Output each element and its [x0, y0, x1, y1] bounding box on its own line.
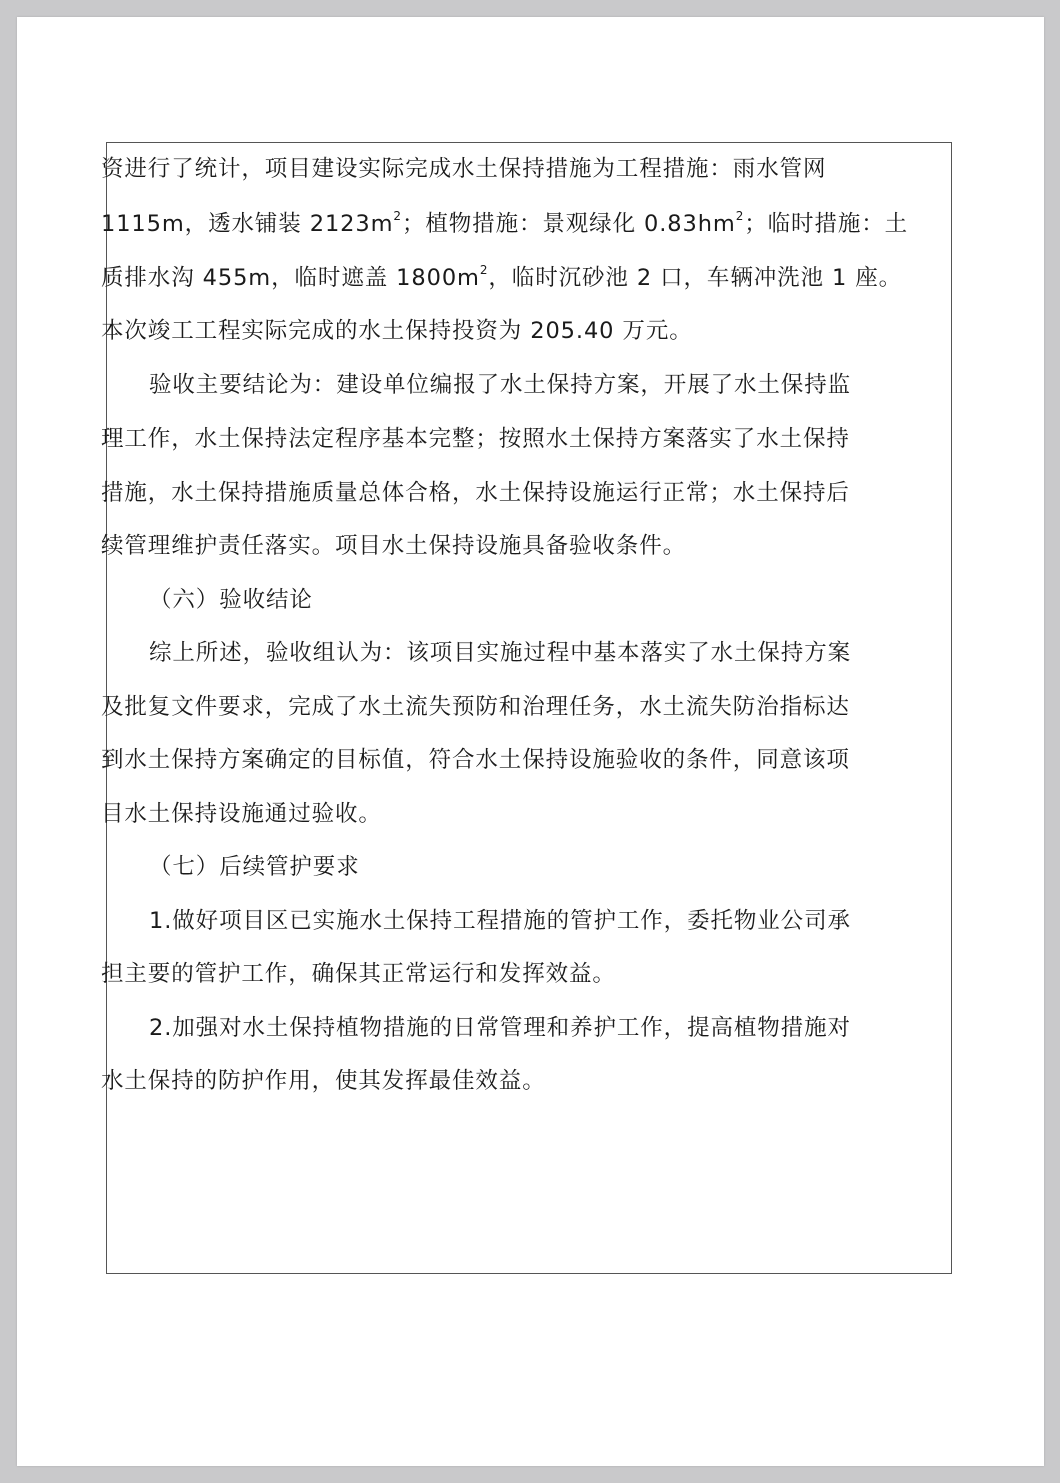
text-line: 续管理维护责任落实。项目水土保持设施具备验收条件。: [101, 533, 687, 559]
list-item-first-line: 2.加强对水土保持植物措施的日常管理和养护工作，提高植物措施对: [149, 1015, 851, 1041]
text-line: 到水土保持方案确定的目标值，符合水土保持设施验收的条件，同意该项: [101, 747, 850, 773]
text-line: 及批复文件要求，完成了水土流失预防和治理任务，水土流失防治指标达: [101, 694, 850, 720]
text-line: 目水土保持设施通过验收。: [101, 801, 382, 827]
text-line: 质排水沟 455m，临时遮盖 $1800m^2$，临时沉砂池 2 口，车辆冲洗池 1 座。: [101, 262, 903, 291]
paragraph-first-line: 综上所述，验收组认为：该项目实施过程中基本落实了水土保持方案: [149, 640, 852, 666]
section-heading: （六）验收结论: [149, 587, 313, 613]
paragraph-first-line: 验收主要结论为：建设单位编报了水土保持方案，开展了水土保持监: [149, 372, 852, 398]
text-line: 本次竣工工程实际完成的水土保持投资为 205.40 万元。: [101, 318, 693, 344]
text-line: 资进行了统计，项目建设实际完成水土保持措施为工程措施：雨水管网: [101, 156, 827, 182]
section-heading: （七）后续管护要求: [149, 854, 360, 880]
text-line: 理工作，水土保持法定程序基本完整；按照水土保持方案落实了水土保持: [101, 426, 850, 452]
text-line: 水土保持的防护作用，使其发挥最佳效益。: [101, 1068, 546, 1094]
list-item-first-line: 1.做好项目区已实施水土保持工程措施的管护工作，委托物业公司承: [149, 908, 851, 934]
text-line: 措施，水土保持措施质量总体合格，水土保持设施运行正常；水土保持后: [101, 480, 850, 506]
text-line: 1115m，透水铺装 $2123m^2$；植物措施：景观绿化 $0.83hm^2$；临时措施：土: [101, 208, 909, 237]
text-line: 担主要的管护工作，确保其正常运行和发挥效益。: [101, 961, 616, 987]
